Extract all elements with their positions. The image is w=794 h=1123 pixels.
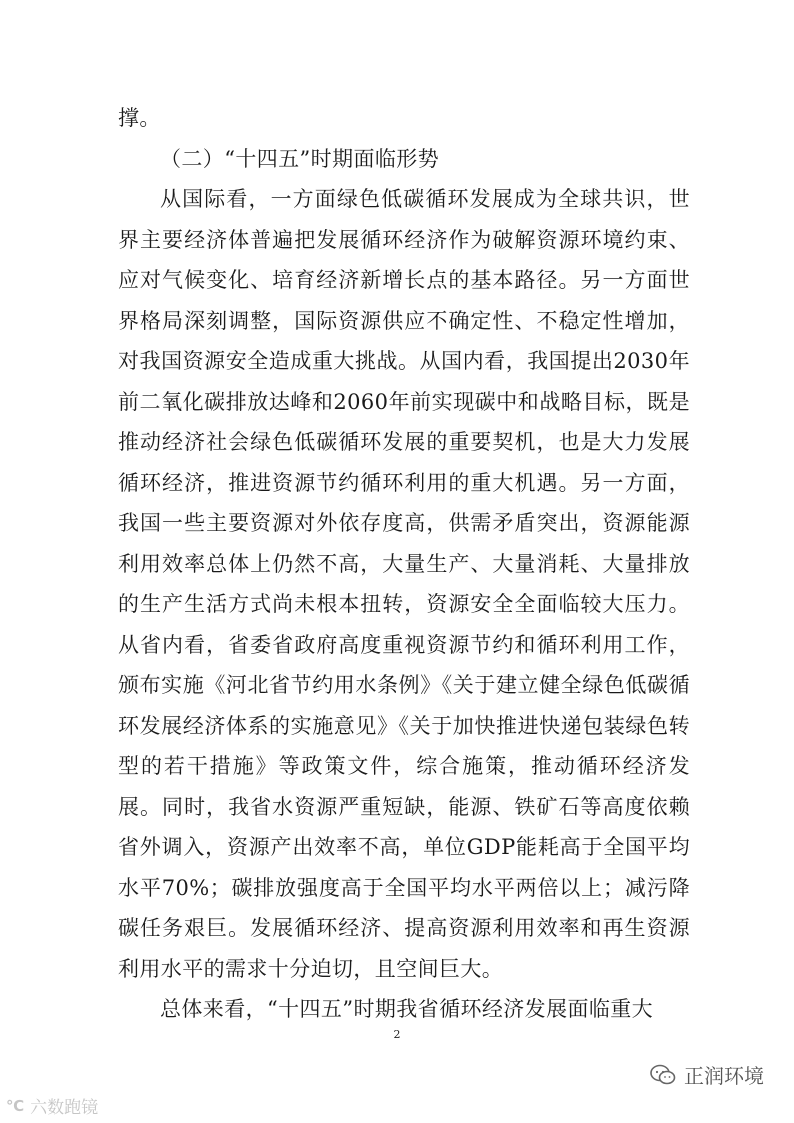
page-number: 2	[393, 1028, 401, 1041]
corner-watermark	[6, 1093, 98, 1118]
paragraph-continuation: 撑。	[118, 106, 161, 130]
wechat-icon	[650, 1064, 676, 1086]
watermark-left-text: 六数跑镜	[30, 1098, 99, 1118]
watermark-logo-icon: ℃	[6, 1096, 25, 1115]
wechat-watermark	[650, 1060, 764, 1089]
watermark-right-text: 正润环境	[684, 1064, 764, 1088]
body-text	[118, 98, 690, 1030]
section-heading: （二）“十四五”时期面临形势	[160, 146, 440, 171]
paragraph-summary: 总体来看，“十四五”时期我省循环经济发展面临重大	[160, 997, 654, 1021]
paragraph-situation: 从国际看，一方面绿色低碳循环发展成为全球共识，世界主要经济体普遍把发展循环经济作为破解资源环境约束、应对气候变化、培育经济新增长点的基本路径。另一方面世界格局深刻调整，国际资源供应不确定性、不稳定性增加，对我国资源安全造成重大挑战。从国内看，我国提出2030年前二氧化碳排放达峰和2060年前实现碳中和战略目标，既是推动经济社会绿色低碳循环发展的重要契机，也是大力发展循环经济，推进资源节约循环利用的重大机遇。另一方面，我国一些主要资源对外依存度高，供需矛盾突出，资源能源利用效率总体上仍然不高，大量生产、大量消耗、大量排放的生产生活方式尚未根本扭转，资源安全全面临较大压力。从省内看，省委省政府高度重视资源节约和循环利用工作，颁布实施《河北省节约用水条例》《关于建立健全绿色低碳循环发展经济体系的实施意见》《关于加快推进快递包装绿色转型的若干措施》等政策文件，综合施策，推动循环经济发展。同时，我省水资源严重短缺，能源、铁矿石等高度依赖省外调入，资源产出效率不高，单位GDP能耗高于全国平均水平70%；碳排放强度高于全国平均水平两倍以上；减污降碳任务艰巨。发展循环经济、提高资源利用效率和再生资源利用水平的需求十分迫切，且空间巨大。	[118, 187, 690, 981]
